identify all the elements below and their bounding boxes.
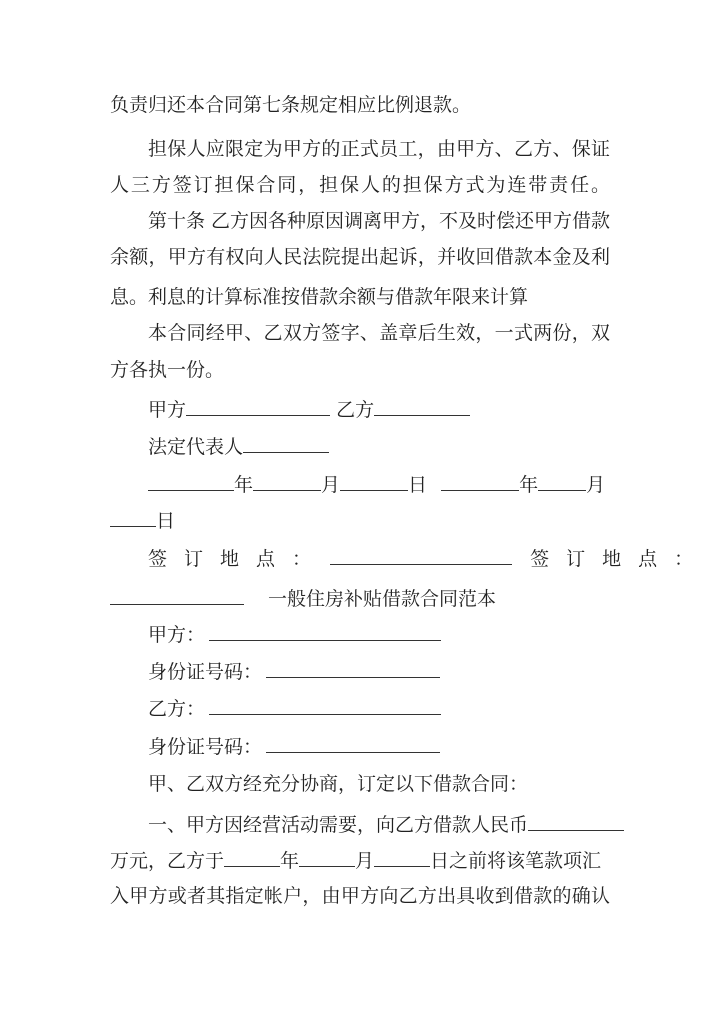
sign-place-blank[interactable] <box>110 586 244 605</box>
party-b-field[interactable] <box>209 696 441 715</box>
year-blank[interactable] <box>441 472 519 491</box>
paragraph-line: 方各执一份。 <box>110 359 225 381</box>
id-a-label: 身份证号码： <box>148 661 263 683</box>
title-line <box>110 586 610 611</box>
month-blank[interactable] <box>299 848 355 867</box>
contract-title: 一般住房补贴借款合同范本 <box>268 588 497 610</box>
paragraph-line: 人三方签订担保合同，担保人的担保方式为连带责任。 <box>110 174 610 196</box>
day-label: 日 <box>156 510 176 532</box>
paragraph-line: 本合同经甲、乙双方签字、盖章后生效，一式两份，双 <box>148 322 610 344</box>
party-b-blank[interactable] <box>374 397 470 416</box>
signature-parties-line <box>148 397 610 422</box>
form-id-a <box>148 659 610 684</box>
legal-rep-label: 法定代表人 <box>148 436 244 458</box>
party-a-label: 甲方 <box>148 399 187 421</box>
year-blank[interactable] <box>148 472 234 491</box>
id-a-field[interactable] <box>266 659 440 678</box>
party-a-label: 甲方： <box>148 624 206 646</box>
clause-text: 一、甲方因经营活动需要，向乙方借款人民币 <box>148 814 529 836</box>
year-blank[interactable] <box>224 848 280 867</box>
legal-rep-line <box>148 434 610 459</box>
party-a-blank[interactable] <box>186 397 330 416</box>
year-label: 年 <box>234 474 254 496</box>
form-id-b <box>148 734 610 759</box>
clause-1-line: 入甲方或者其指定帐户，由甲方向乙方出具收到借款的确认 <box>110 885 610 907</box>
day-blank[interactable] <box>110 508 156 527</box>
paragraph-line: 息。利息的计算标准按借款余额与借款年限来计算 <box>110 286 529 308</box>
paragraph-line: 担保人应限定为甲方的正式员工，由甲方、乙方、保证 <box>148 138 610 160</box>
party-b-label: 乙方： <box>148 698 206 720</box>
sign-place-label: 签订地点： <box>148 548 329 570</box>
legal-rep-blank[interactable] <box>243 434 329 453</box>
clause-text: 月 <box>355 850 375 872</box>
clause-1-line <box>110 848 610 873</box>
party-a-field[interactable] <box>209 622 441 641</box>
month-label: 月 <box>586 474 606 496</box>
clause-1-line <box>148 812 610 837</box>
day-label: 日 <box>408 474 428 496</box>
day-blank[interactable] <box>374 848 430 867</box>
paragraph-line: 负责归还本合同第七条规定相应比例退款。 <box>110 94 472 116</box>
form-intro: 甲、乙双方经充分协商，订定以下借款合同： <box>148 773 529 795</box>
month-blank[interactable] <box>538 472 586 491</box>
day-blank[interactable] <box>340 472 408 491</box>
amount-blank[interactable] <box>528 812 624 831</box>
party-b-label: 乙方 <box>336 399 375 421</box>
clause-text: 日之前将该笔款项汇 <box>430 850 602 872</box>
form-party-b <box>148 696 610 721</box>
sign-place-line <box>148 546 711 571</box>
month-blank[interactable] <box>253 472 321 491</box>
sign-place-blank[interactable] <box>330 546 512 565</box>
sign-place-label: 签订地点： <box>530 548 711 570</box>
paragraph-line: 第十条 乙方因各种原因调离甲方，不及时偿还甲方借款 <box>148 210 611 232</box>
month-label: 月 <box>321 474 341 496</box>
clause-text: 年 <box>280 850 300 872</box>
paragraph-line: 余额，甲方有权向人民法院提出起诉，并收回借款本金及利 <box>110 246 610 268</box>
clause-text: 万元，乙方于 <box>110 850 225 872</box>
year-label: 年 <box>519 474 539 496</box>
date-line-cont <box>110 508 610 533</box>
id-b-field[interactable] <box>266 734 440 753</box>
date-line <box>148 472 610 497</box>
id-b-label: 身份证号码： <box>148 736 263 758</box>
form-party-a <box>148 622 610 647</box>
